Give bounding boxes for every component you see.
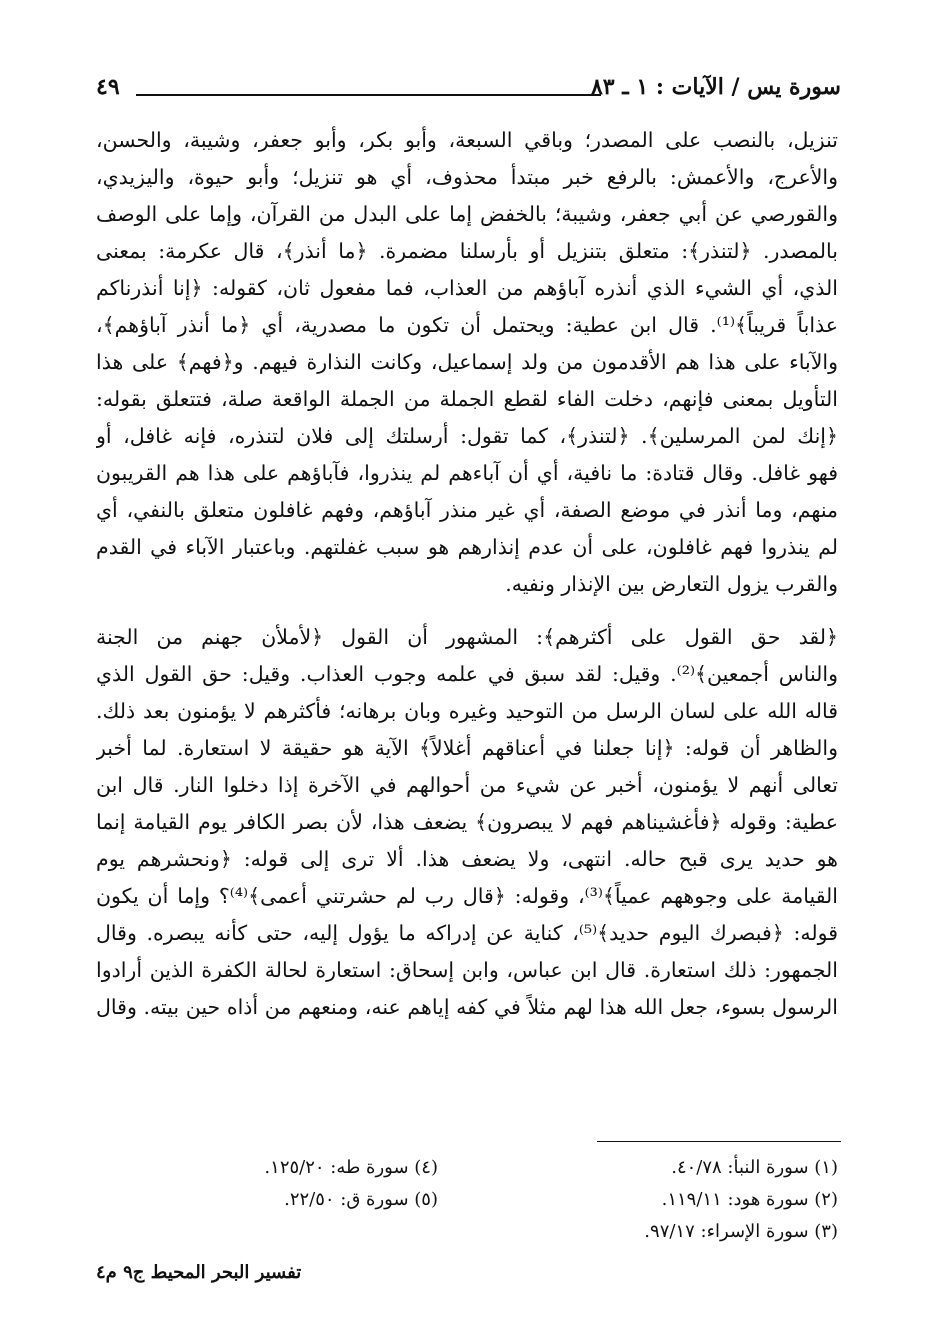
text-line: والقرب يزول التعارض بين الإنذار ونفيه. (505, 572, 838, 596)
paragraph-2 (96, 619, 838, 1026)
text-line: والأعرج، والأعمش: بالرفع خبر مبتدأ محذوف، أي هو تنزيل؛ وأبو حيوة، واليزيدي، (96, 165, 838, 189)
text-line: والظاهر أن قوله: ﴿إنا جعلنا في أعناقهم أغلالاً﴾ الآية هو حقيقة لا استعارة. لما أخبر (96, 736, 838, 760)
signature-mark (96, 1262, 838, 1283)
text-line: ﴿لقد حق القول على أكثرهم﴾: المشهور أن القول ﴿لأملأن جهنم من الجنة (96, 625, 838, 649)
footnote-row (96, 1152, 838, 1184)
running-header (96, 68, 841, 108)
text-line: القيامة على وجوههم عمياً﴾⁽³⁾، وقوله: ﴿قال رب لم حشرتني أعمى﴾⁽⁴⁾؟ وإما أن يكون (96, 884, 838, 908)
footnote-4: (٤) سورة طه: ١٢٥/٢٠. (264, 1157, 438, 1178)
text-line: التأويل بمعنى فإنهم، دخلت الفاء لقطع الجملة من الجملة الواقعة صلة، فتتعلق بقوله: (96, 387, 838, 411)
chapter-title: سورة يس / الآيات : ١ ـ ٨٣ (590, 74, 841, 100)
footnote-3: (٣) سورة الإسراء: ٩٧/١٧. (644, 1221, 838, 1242)
page-number: ٤٩ (96, 74, 120, 100)
text-line: قوله: ﴿فبصرك اليوم حديد﴾⁽⁵⁾، كناية عن إدراكه ما يؤول إليه، حتى كأنه يبصره. وقال (96, 921, 838, 945)
signature-text: تفسير البحر المحيط ج٩ م٤ (96, 1262, 302, 1283)
paragraph-gap (96, 603, 838, 619)
text-line: ﴿إنك لمن المرسلين﴾. ﴿لتنذر﴾، كما تقول: أرسلتك إلى فلان لتنذره، فإنه غافل، أو (96, 424, 838, 448)
footnote-1: (١) سورة النبأ: ٤٠/٧٨. (671, 1157, 838, 1178)
footnote-rule (597, 1141, 841, 1142)
text-line: تنزيل، بالنصب على المصدر؛ وباقي السبعة، وأبو بكر، وأبو جعفر، وشيبة، والحسن، (96, 128, 838, 152)
text-line: عطية: وقوله ﴿فأغشيناهم فهم لا يبصرون﴾ يضعف هذا، لأن بصر الكافر يوم القيامة إنما (96, 810, 838, 834)
text-line: فهو غافل. وقال قتادة: ما نافية، أي أن آباءهم لم ينذروا، فآباؤهم على هذا هم القريبون (96, 461, 838, 485)
text-line: لم ينذروا فهم غافلون، على أن عدم إنذارهم هو سبب غفلتهم. وباعتبار الآباء في القدم (96, 535, 838, 559)
body-text (96, 122, 838, 1026)
footnotes (96, 1152, 838, 1248)
text-line: عذاباً قريباً﴾⁽¹⁾. قال ابن عطية: ويحتمل أن تكون ما مصدرية، أي ﴿ما أنذر آباؤهم﴾، (96, 313, 838, 337)
text-line: هو حديد يرى قبح حاله. انتهى، ولا يضعف هذا. ألا ترى إلى قوله: ﴿ونحشرهم يوم (96, 847, 838, 871)
text-line: بالمصدر. ﴿لتنذر﴾: متعلق بتنزيل أو بأرسلنا مضمرة. ﴿ما أنذر﴾، قال عكرمة: بمعنى (96, 239, 838, 263)
text-line: الذي، أي الشيء الذي أنذره آباؤهم من العذاب، فما مفعول ثان، كقوله: ﴿إنا أنذرناكم (96, 276, 838, 300)
footnote-5: (٥) سورة ق: ٢٢/٥٠. (284, 1189, 438, 1210)
footnote-row (96, 1184, 838, 1216)
paragraph-1 (96, 122, 838, 603)
text-line: الرسول بسوء، جعل الله هذا لهم مثلاً في كفه إياهم عنه، ومنعهم من أذاه حين بيته. وقال (96, 995, 838, 1019)
text-line: تعالى أنهم لا يؤمنون، أخبر عن شيء من أحوالهم في الآخرة إذا دخلوا النار. قال ابن (96, 773, 838, 797)
text-line: الجمهور: ذلك استعارة. قال ابن عباس، وابن إسحاق: استعارة لحالة الكفرة الذين أرادوا (96, 958, 838, 982)
text-line: منهم، وما أنذر في موضع الصفة، أي غير منذر آباؤهم، وفهم غافلون متعلق بالنفي، أي (96, 498, 838, 522)
text-line: والقورصي عن أبي جعفر، وشيبة؛ بالخفض إما على البدل من القرآن، وإما على الوصف (96, 202, 838, 226)
text-line: قاله الله على لسان الرسل من التوحيد وغيره وبان برهانه؛ فأكثرهم لا يؤمنون بعد ذلك. (96, 699, 838, 723)
text-line: والآباء على هذا هم الأقدمون من ولد إسماعيل، وكانت النذارة فيهم. و﴿فهم﴾ على هذا (96, 350, 838, 374)
header-rule (136, 94, 601, 96)
footnote-2: (٢) سورة هود: ١١٩/١١. (661, 1189, 838, 1210)
text-line: والناس أجمعين﴾⁽²⁾. وقيل: لقد سبق في علمه وجوب العذاب. وقيل: حق القول الذي (96, 662, 838, 686)
footnote-row (96, 1216, 838, 1248)
